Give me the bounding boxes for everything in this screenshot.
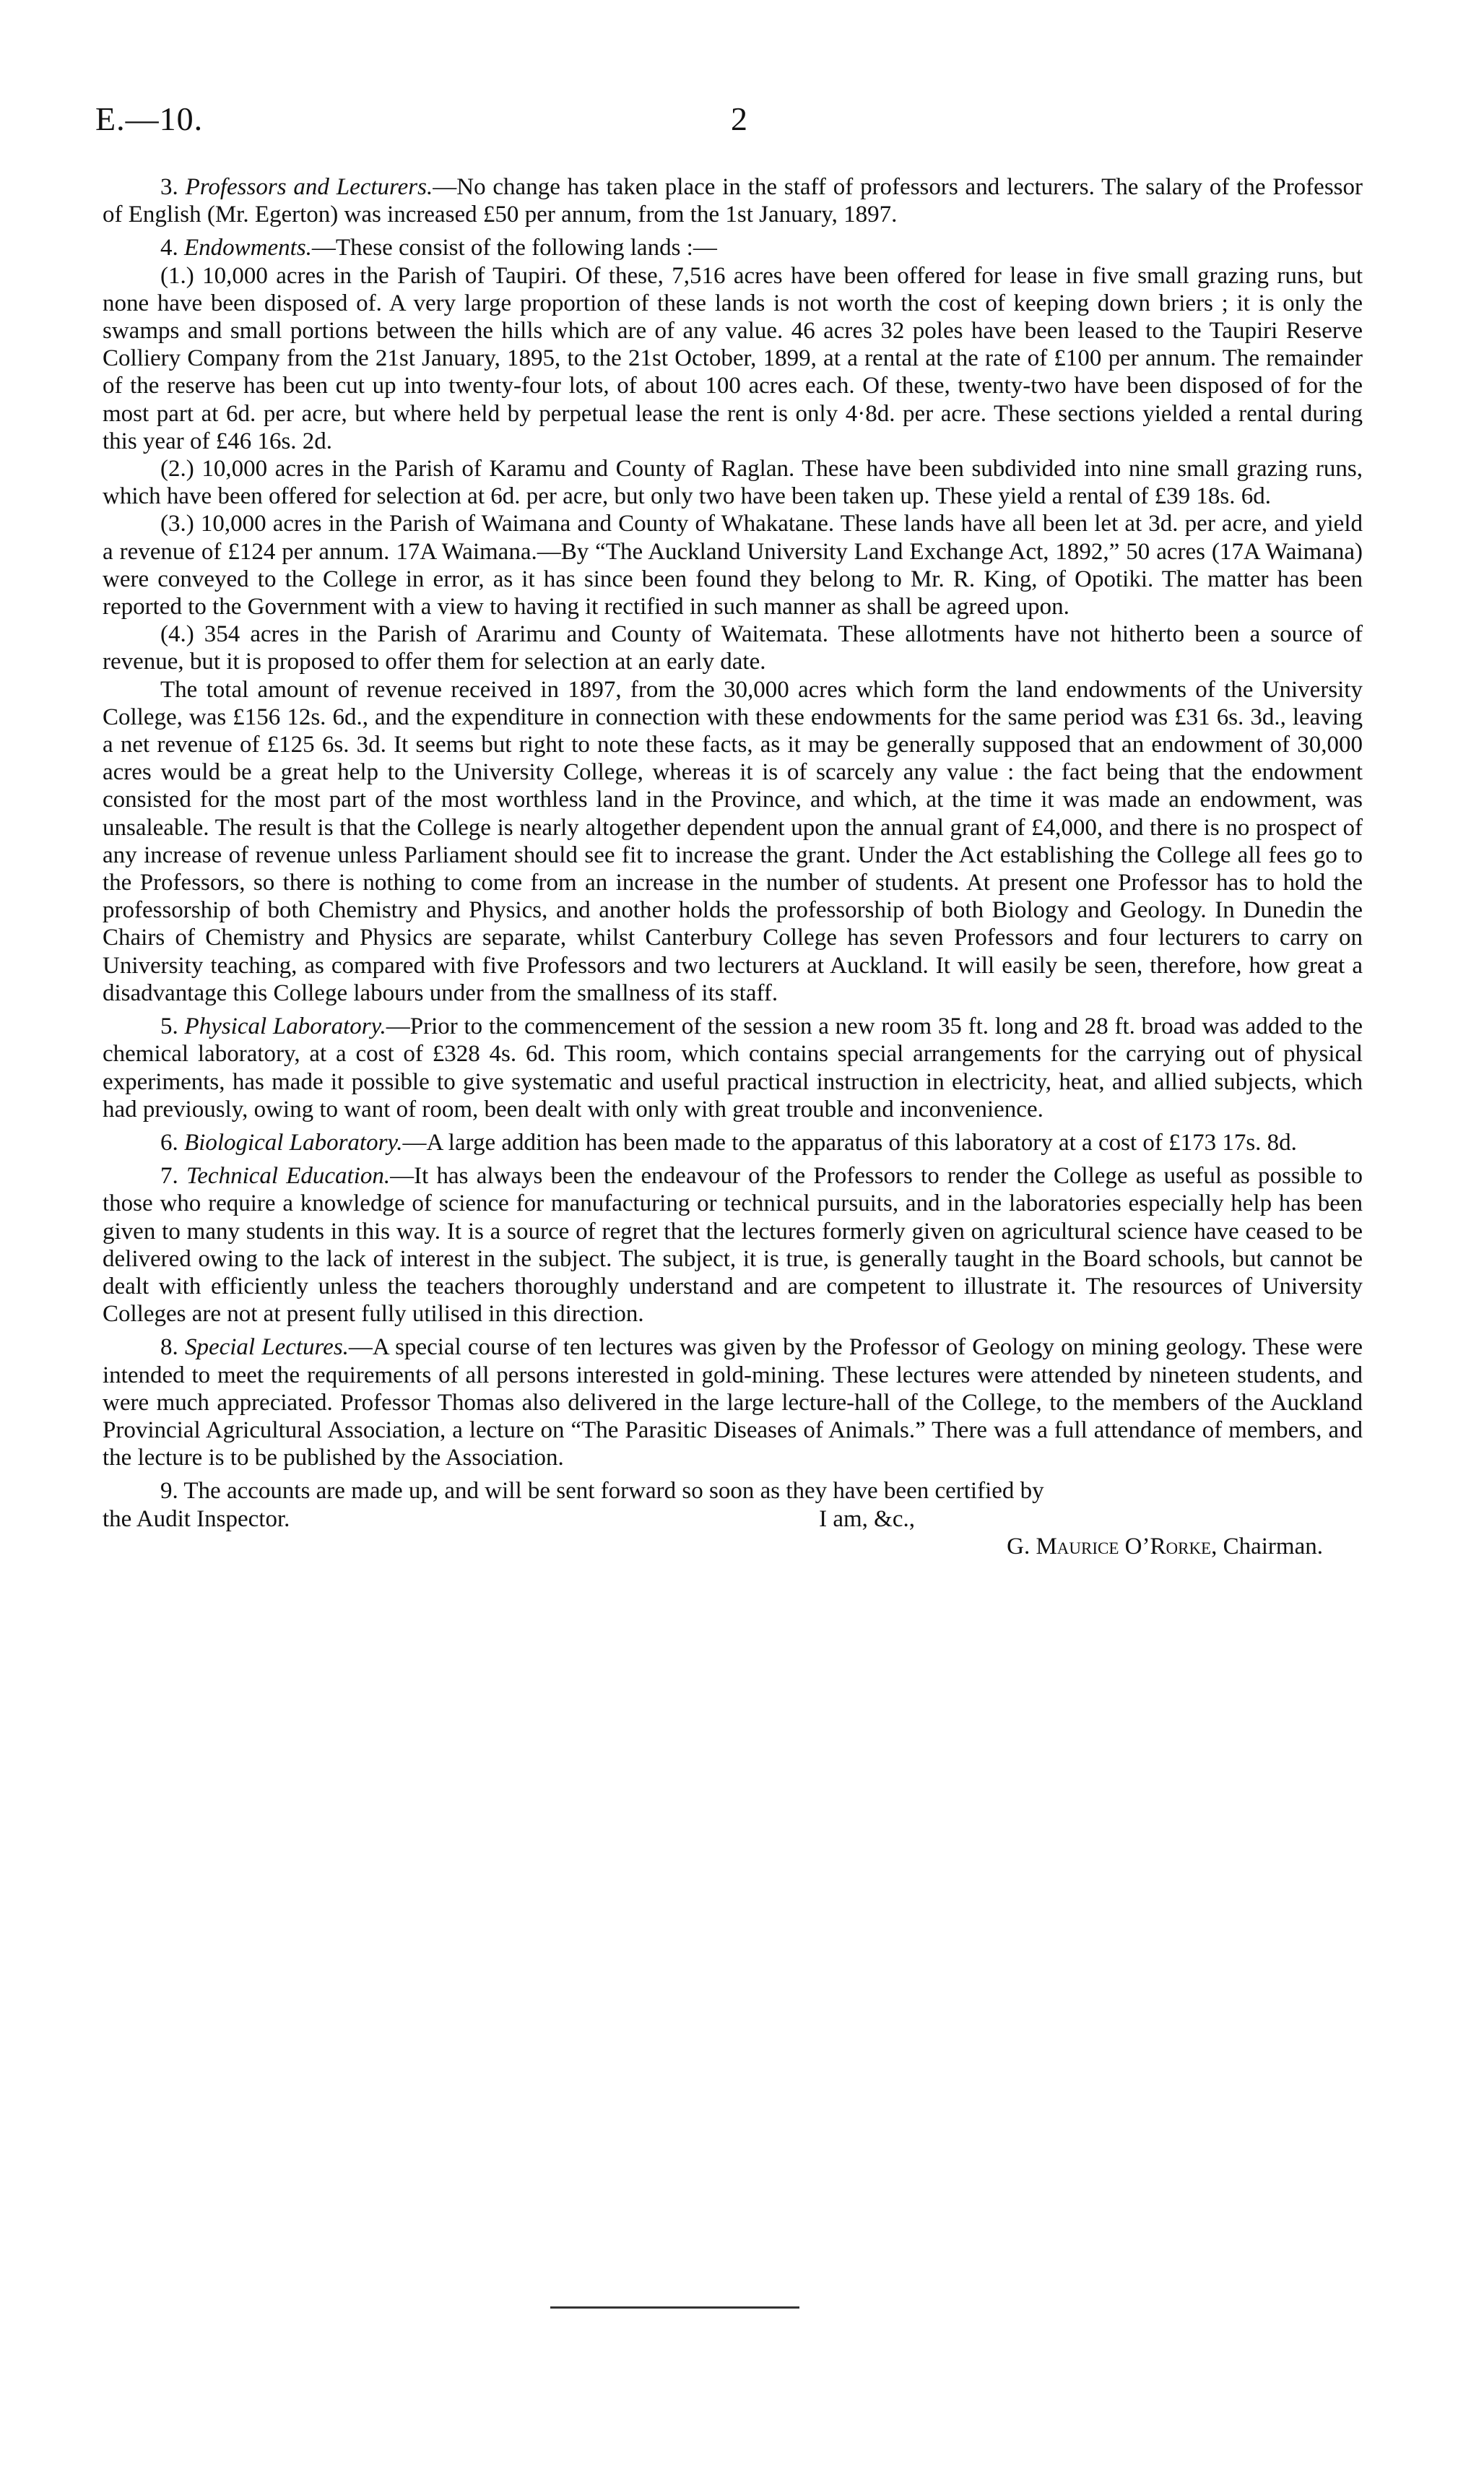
paragraph-text: —These consist of the following lands :— [311,235,717,261]
document-body [103,173,1363,1560]
end-rule [550,2306,799,2309]
paragraph-professors [103,173,1363,228]
paragraph-biological-laboratory [103,1129,1363,1156]
paragraph-heading: Technical Education. [186,1163,391,1190]
endowment-karamu: (2.) 10,000 acres in the Parish of Karamu and County of Raglan. These have been subdivided into nine small grazing runs, which have been offered for selection at 6d. per acre, but only two have been taken up. These yield a rental of £39 18s. 6d. [103,456,1363,510]
paragraph-text: —Prior to the commencement of the session a new room 35 ft. long and 28 ft. broad was added to the chemical laboratory, at a cost of £328 4s. 6d. This room, which contains special arrangements for the carrying out of physical experiments, has made it possible to give systematic and useful practical instruction in electricity, heat, and allied subjects, which had previously, owing to want of room, been dealt with only with great trouble and inconvenience. [103,1013,1363,1123]
paragraph-heading: Physical Laboratory. [184,1013,386,1040]
paragraph-accounts: 9. The accounts are made up, and will be sent forward so soon as they have been certified by [160,1478,1044,1505]
paragraph-text: —It has always been the endeavour of the Professors to render the College as useful as possible to those who require a knowledge of science for manufacturing or technical pursuits, and in the laboratories especially help has been given to many students in this way. It is a source of regret that the lectures formerly given on agricultural science have ceased to be delivered owing to the lack of interest in the subject. The subject, it is true, is generally taught in the Board schools, but cannot be dealt with efficiently unless the teachers thoroughly understand and are competent to illustrate it. The resources of University Colleges are not at present fully utilised in this direction. [103,1163,1363,1328]
endowment-taupiri: (1.) 10,000 acres in the Parish of Taupiri. Of these, 7,516 acres have been offered for lease in five small grazing runs, but none have been disposed of. A very large proportion of these lands is not worth the cost of keeping down briers ; it is only the swamps and small portions between the hills which are of any value. 46 acres 32 poles have been leased to the Taupiri Reserve Colliery Company from the 21st January, 1895, to the 21st October, 1899, at a rental at the rate of £100 per annum. The remainder of the reserve has been cut up into twenty-four lots, of about 100 acres each. Of these, twenty-two have been disposed of for the most part at 6d. per acre, but where held by perpetual lease the rent is only 4·8d. per acre. These sections yielded a rental during this year of £46 16s. 2d. [103,262,1363,454]
paragraph-number: 4. [160,235,178,261]
paragraph-number: 7. [160,1163,178,1190]
paragraph-heading: Biological Laboratory. [184,1129,403,1156]
paragraph-special-lectures [103,1333,1363,1471]
paragraph-text: —No change has taken place in the staff of professors and lecturers. The salary of the Professor of English (Mr. Egerton) was increased £50 per annum, from the 1st January, 1897. [103,174,1363,228]
paragraph-heading: Professors and Lecturers. [185,174,433,200]
page-number: 2 [731,100,747,137]
endowment-revenue-summary: The total amount of revenue received in 1897, from the 30,000 acres which form the land endowments of the University College, was £156 12s. 6d., and the expenditure in connection with these endowments for the same period was £31 6s. 3d., leaving a net revenue of £125 6s. 3d. It seems but right to note these facts, as it may be generally supposed that an endowment of 30,000 acres would be a great help to the University College, whereas it is of scarcely any value : the fact being that the endowment consisted for the most part of the most worthless land in the Province, and which, at the time it was made an endowment, was unsaleable. The result is that the College is nearly altogether dependent upon the annual grant of £4,000, and there is no prospect of any increase of revenue unless Parliament should see fit to increase the grant. Under the Act establishing the College all fees go to the Professors, so there is nothing to come from an increase in the number of students. At present one Professor has to hold the professorship of both Chemistry and Physics, and another holds the professorship of both Biology and Geology. In Dunedin the Chairs of Chemistry and Physics are separate, whilst Canterbury College has seven Professors and four lecturers to carry on University teaching, as compared with five Professors and two lecturers at Auckland. It will easily be seen, therefore, how great a disadvantage this College labours under from the smallness of its staff. [103,676,1363,1006]
audit-inspector-text: the Audit Inspector. [103,1505,290,1532]
document-reference: E.—10. [95,100,204,137]
paragraph-heading: Special Lectures. [184,1334,349,1361]
paragraph-endowments [103,234,1363,261]
signature-name: Maurice O’Rorke, [1036,1533,1218,1560]
signature-initial: G. [1007,1533,1030,1560]
paragraph-number: 5. [160,1013,178,1040]
signature-role: Chairman. [1223,1533,1323,1560]
endowment-ararimu: (4.) 354 acres in the Parish of Ararimu and County of Waitemata. These allotments have not hitherto been a source of revenue, but it is proposed to offer them for selection at an early date. [103,621,1363,675]
endowment-waimana: (3.) 10,000 acres in the Parish of Waimana and County of Whakatane. These lands have all been let at 3d. per acre, and yield a revenue of £124 per annum. 17A Waimana.—By “The Auckland University Land Exchange Act, 1892,” 50 acres (17A Waimana) were conveyed to the College in error, as it has since been found they belong to Mr. R. King, of Opotiki. The matter has been reported to the Government with a view to having it rectified in such manner as shall be agreed upon. [103,511,1363,620]
closing-line [103,1505,1363,1533]
salutation: I am, &c., [819,1505,915,1532]
paragraph-physical-laboratory [103,1013,1363,1123]
paragraph-technical-education [103,1162,1363,1328]
paragraph-number: 6. [160,1129,178,1156]
paragraph-number: 3. [160,174,178,200]
paragraph-number: 8. [160,1334,178,1361]
paragraph-heading: Endowments. [184,235,312,261]
signature [103,1533,1363,1560]
paragraph-text: —A special course of ten lectures was given by the Professor of Geology on mining geology. These were intended to meet the requirements of all persons interested in gold-mining. These lectures were attended by nineteen students, and were much appreciated. Professor Thomas also delivered in the large lecture-hall of the College, to the members of the Auckland Provincial Agricultural Association, a lecture on “The Parasitic Diseases of Animals.” There was a full attendance of members, and the lecture is to be published by the Association. [103,1334,1363,1471]
paragraph-text: —A large addition has been made to the apparatus of this laboratory at a cost of £173 17s. 8d. [402,1129,1297,1156]
